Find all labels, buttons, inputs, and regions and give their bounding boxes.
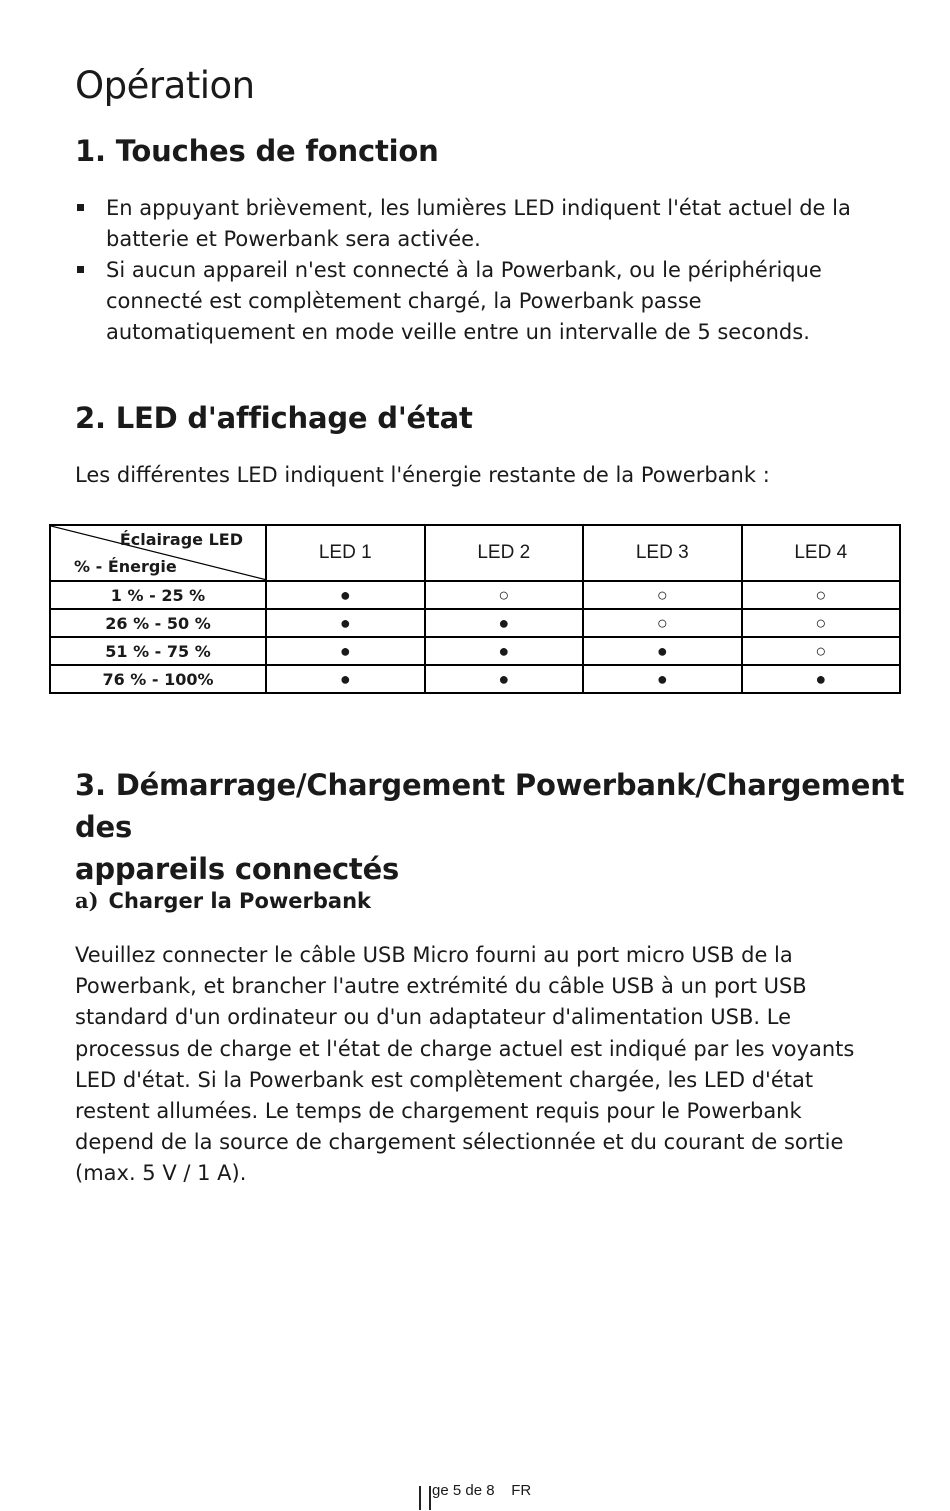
subsection-letter: a)	[75, 888, 99, 913]
led-indicator: ○	[742, 581, 901, 609]
table-row	[50, 637, 900, 665]
subsection-title: Charger la Powerbank	[108, 889, 371, 913]
led-indicator: ●	[266, 609, 425, 637]
table-header-row	[50, 525, 900, 581]
list-item	[75, 255, 875, 348]
column-header: LED 1	[266, 525, 425, 581]
section2-heading: 2. LED d'affichage d'état	[75, 401, 473, 435]
led-indicator: ●	[266, 665, 425, 693]
led-indicator: ○	[742, 637, 901, 665]
table-row	[50, 609, 900, 637]
led-indicator: ●	[583, 665, 742, 693]
table-row	[50, 665, 900, 693]
row-label: 76 % - 100%	[50, 665, 266, 693]
subsection-heading	[75, 888, 371, 913]
led-indicator: ●	[266, 581, 425, 609]
led-indicator: ●	[742, 665, 901, 693]
led-indicator: ●	[266, 637, 425, 665]
page-number: ge 5 de 8	[432, 1482, 495, 1499]
section1-heading: 1. Touches de fonction	[75, 134, 439, 168]
section3-heading-line2: appareils connectés	[75, 852, 400, 886]
list-item-text: En appuyant brièvement, les lumières LED indiquent l'état actuel de la batterie et Powerbank sera activée.	[106, 196, 851, 251]
list-item-text: Si aucun appareil n'est connecté à la Powerbank, ou le périphérique connecté est complètement chargé, la Powerbank passe automatiquement en mode veille entre un intervalle de 5 seconds.	[106, 258, 822, 344]
led-indicator: ●	[425, 665, 584, 693]
corner-label-led: Éclairage LED	[119, 530, 243, 549]
square-bullet-icon	[77, 266, 84, 273]
function-keys-list	[75, 193, 875, 348]
list-item	[75, 193, 875, 255]
section2-intro: Les différentes LED indiquent l'énergie restante de la Powerbank :	[75, 463, 770, 487]
led-indicator: ●	[425, 637, 584, 665]
led-indicator: ●	[425, 609, 584, 637]
page-title: Opération	[75, 64, 255, 107]
led-indicator: ○	[742, 609, 901, 637]
page-footer	[418, 1482, 531, 1499]
row-label: 1 % - 25 %	[50, 581, 266, 609]
table-corner-cell	[50, 525, 266, 581]
square-bullet-icon	[77, 204, 84, 211]
led-status-table	[49, 524, 901, 694]
language-code: FR	[511, 1482, 532, 1499]
charging-paragraph: Veuillez connecter le câble USB Micro fourni au port micro USB de la Powerbank, et brancher l'autre extrémité du câble USB à un port USB standard d'un ordinateur ou d'un adaptateur d'alimentation USB. Le processus de charge et l'état de charge actuel est indiqué par les voyants LED d'état. Si la Powerbank est complètement chargée, les LED d'état restent allumées. Le temps de chargement requis pour le Powerbank depend de la source de chargement sélectionnée et du courant de sortie (max. 5 V / 1 A).	[75, 943, 855, 1186]
row-label: 51 % - 75 %	[50, 637, 266, 665]
led-indicator: ○	[425, 581, 584, 609]
led-indicator: ●	[583, 637, 742, 665]
column-header: LED 4	[742, 525, 901, 581]
led-indicator: ○	[583, 581, 742, 609]
table-row	[50, 581, 900, 609]
led-indicator: ○	[583, 609, 742, 637]
corner-label-energy: % - Énergie	[74, 557, 177, 576]
section3-heading-line1: 3. Démarrage/Chargement Powerbank/Chargement des	[75, 768, 905, 844]
column-header: LED 3	[583, 525, 742, 581]
column-header: LED 2	[425, 525, 584, 581]
row-label: 26 % - 50 %	[50, 609, 266, 637]
section3-heading	[75, 764, 950, 890]
